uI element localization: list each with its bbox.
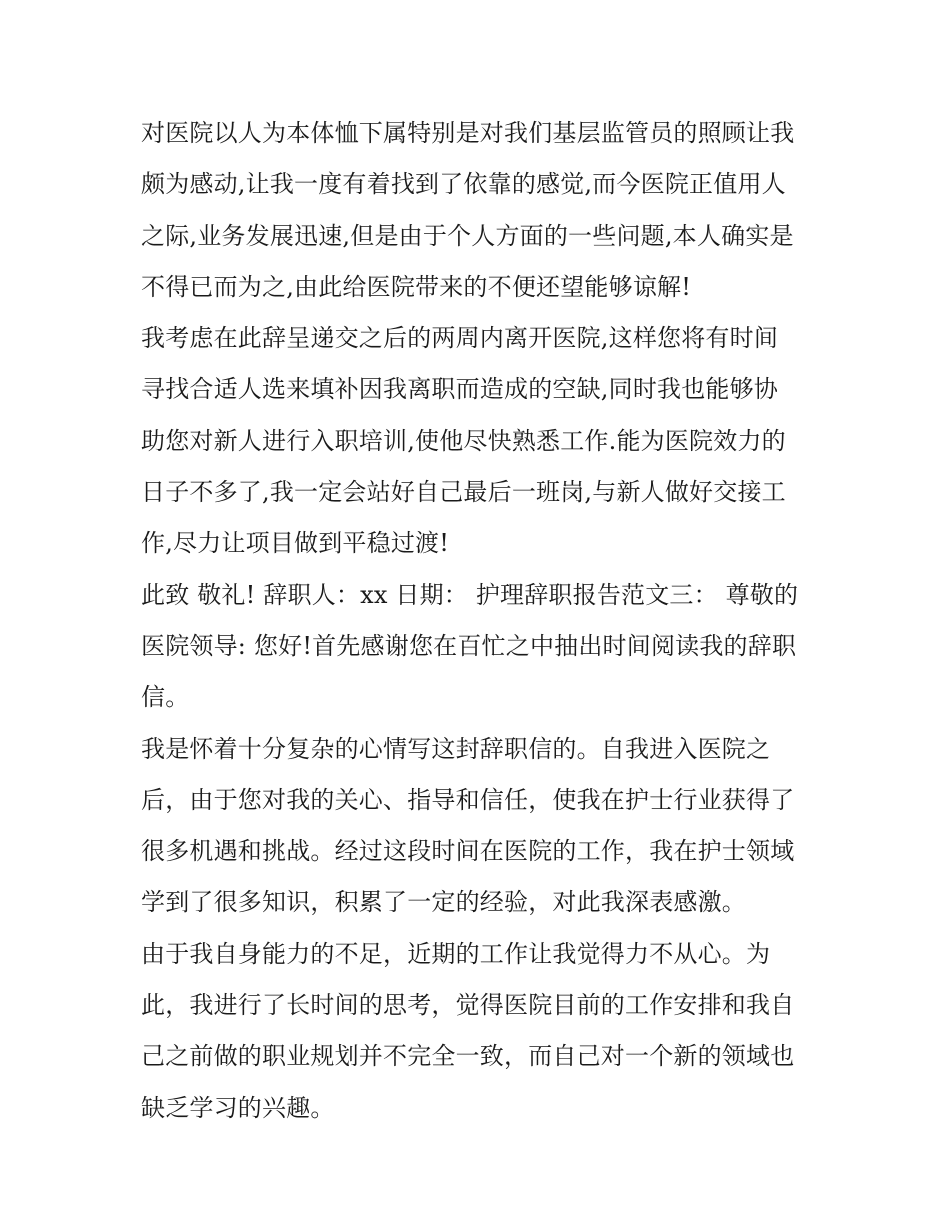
document-body <box>141 108 821 1134</box>
text-line: 助您对新人进行入职培训,使他尽快熟悉工作.能为医院效力的 <box>141 426 786 455</box>
text-line: 作,尽力让项目做到平稳过渡! <box>141 529 450 558</box>
text-line: 此致 敬礼! 辞职人：xx 日期： 护理辞职报告范文三： 尊敬的 <box>141 580 799 609</box>
text-line: 之际,业务发展迅速,但是由于个人方面的一些问题,本人确实是 <box>141 221 794 250</box>
text-line: 我是怀着十分复杂的心情写这封辞职信的。自我进入医院之 <box>141 734 771 763</box>
text-line: 此，我进行了长时间的思考，觉得医院目前的工作安排和我自 <box>141 991 795 1020</box>
text-line: 我考虑在此辞呈递交之后的两周内离开医院,这样您将有时间 <box>141 324 779 353</box>
text-line: 日子不多了,我一定会站好自己最后一班岗,与新人做好交接工 <box>141 478 786 507</box>
text-line: 颇为感动,让我一度有着找到了依靠的感觉,而今医院正值用人 <box>141 170 786 199</box>
text-line: 对医院以人为本体恤下属特别是对我们基层监管员的照顾让我 <box>141 119 795 147</box>
text-line: 己之前做的职业规划并不完全一致，而自己对一个新的领域也 <box>141 1042 795 1071</box>
text-line: 不得已而为之,由此给医院带来的不便还望能够谅解! <box>141 272 692 301</box>
text-line: 缺乏学习的兴趣。 <box>141 1093 335 1122</box>
text-line: 医院领导: 您好!首先感谢您在百忙之中抽出时间阅读我的辞职 <box>141 631 797 660</box>
text-line: 后，由于您对我的关心、指导和信任，使我在护士行业获得了 <box>141 785 795 814</box>
text-line: 信。 <box>141 683 190 712</box>
text-line: 很多机遇和挑战。经过这段时间在医院的工作，我在护士领域 <box>141 837 795 866</box>
text-line: 学到了很多知识，积累了一定的经验，对此我深表感激。 <box>141 888 746 917</box>
text-line: 寻找合适人选来填补因我离职而造成的空缺,同时我也能够协 <box>141 375 779 404</box>
text-line: 由于我自身能力的不足，近期的工作让我觉得力不从心。为 <box>141 939 771 968</box>
